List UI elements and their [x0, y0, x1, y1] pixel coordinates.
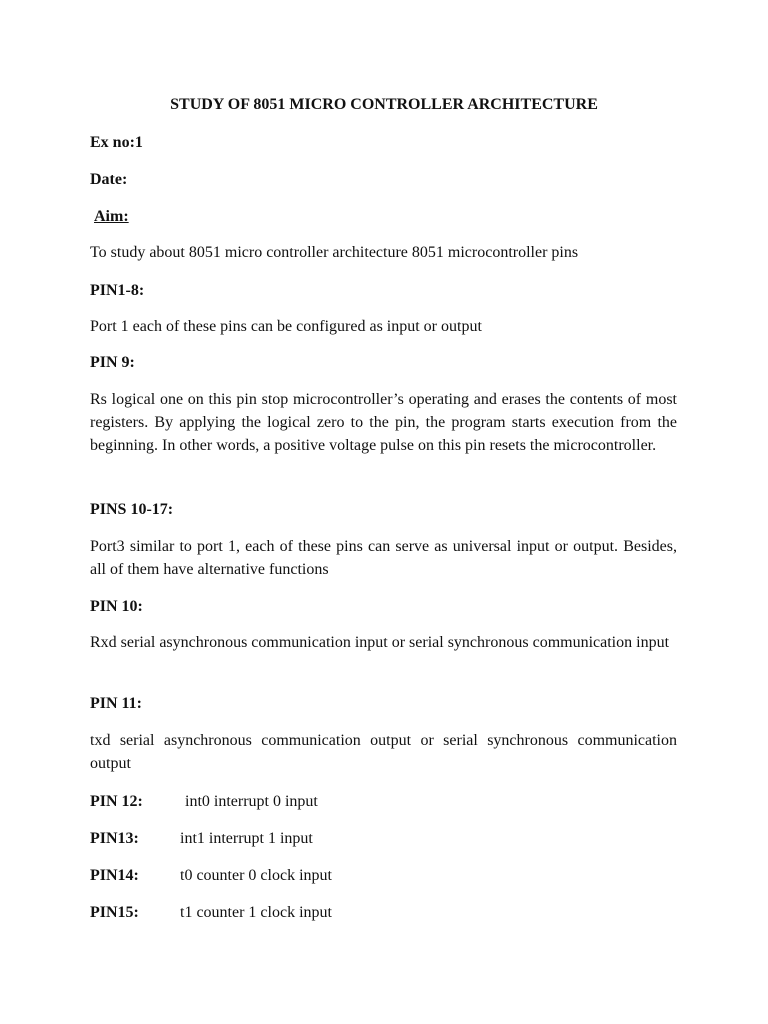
- section-text-pin11: txd serial asynchronous communication output or serial synchronous communication output: [90, 732, 677, 772]
- pin-row-12: [90, 790, 677, 813]
- pin-description: int1 interrupt 1 input: [180, 830, 313, 847]
- aim-text: To study about 8051 micro controller architecture 8051 microcontroller pins: [90, 244, 579, 261]
- document-title: STUDY OF 8051 MICRO CONTROLLER ARCHITECTURE: [170, 96, 598, 113]
- pin-row-14: [90, 864, 677, 887]
- section-heading-pin10: PIN 10:: [90, 598, 143, 615]
- pin-row-13: [90, 827, 677, 850]
- section-heading-pins10-17: PINS 10-17:: [90, 501, 174, 518]
- section-heading-pin11: PIN 11:: [90, 695, 142, 712]
- pin-label: PIN 12:: [90, 793, 143, 810]
- aim-heading: [90, 205, 677, 228]
- pin-description: t1 counter 1 clock input: [180, 904, 332, 921]
- pin-row-15: [90, 901, 677, 924]
- section-text-pin10: Rxd serial asynchronous communication input or serial synchronous communication input: [90, 634, 670, 651]
- section-text-pin1-8: Port 1 each of these pins can be configured as input or output: [90, 318, 482, 335]
- pin-label: PIN15:: [90, 904, 139, 921]
- pin-description: int0 interrupt 0 input: [185, 793, 318, 810]
- date-label: Date:: [90, 171, 128, 188]
- exercise-number: Ex no:1: [90, 134, 143, 151]
- section-text-pins10-17: Port3 similar to port 1, each of these pins can serve as universal input or output. Besides, all of them have alternative functions: [90, 538, 677, 578]
- aim-label: Aim:: [94, 208, 129, 225]
- section-text-pin9: Rs logical one on this pin stop microcontroller’s operating and erases the contents of most registers. By applying the logical zero to the pin, the program starts execution from the beginning. In other words, a positive voltage pulse on this pin resets the microcontroller.: [90, 391, 677, 454]
- pin-description: t0 counter 0 clock input: [180, 867, 332, 884]
- pin-label: PIN14:: [90, 867, 139, 884]
- section-heading-pin9: PIN 9:: [90, 354, 135, 371]
- section-heading-pin1-8: PIN1-8:: [90, 282, 145, 299]
- pin-label: PIN13:: [90, 830, 139, 847]
